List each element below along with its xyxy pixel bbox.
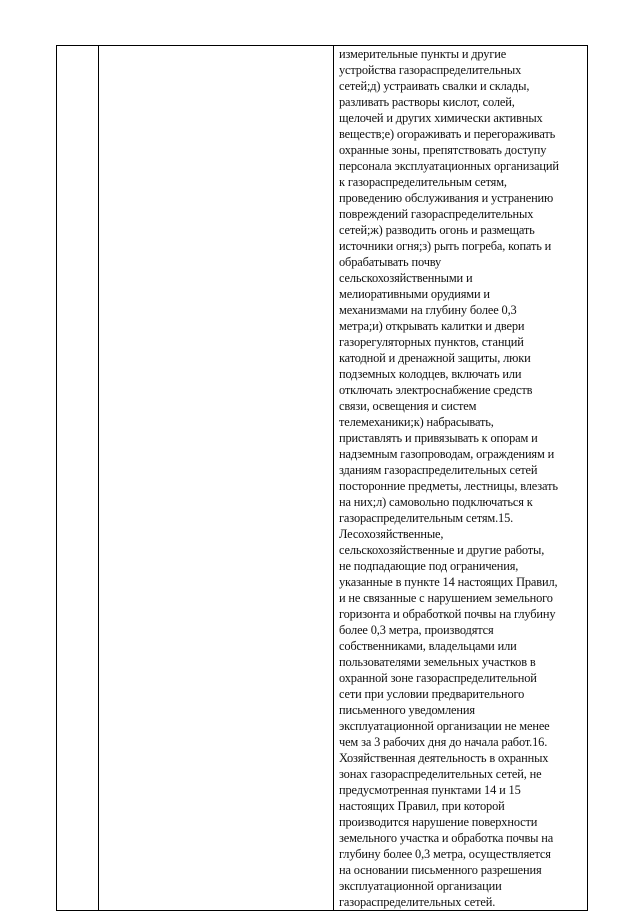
text-line: Лесохозяйственные, xyxy=(339,527,444,541)
text-line: телемеханики;к) набрасывать, xyxy=(339,415,494,429)
text-line: сельскохозяйственные и другие работы, xyxy=(339,543,545,557)
text-line: газорегуляторных пунктов, станций xyxy=(339,335,524,349)
text-line: предусмотренная пунктами 14 и 15 xyxy=(339,783,521,797)
text-line: устройства газораспределительных xyxy=(339,63,522,77)
text-line: охранной зоне газораспределительной xyxy=(339,671,537,685)
text-line: мелиоративными орудиями и xyxy=(339,287,490,301)
text-line: источники огня;з) рыть погреба, копать и xyxy=(339,239,552,253)
text-line: чем за 3 рабочих дня до начала работ.16. xyxy=(339,735,548,749)
text-line: обрабатывать почву xyxy=(339,255,442,269)
row-text-cell xyxy=(334,46,588,911)
text-line: надземным газопроводам, ограждениям и xyxy=(339,447,555,461)
text-line: производится нарушение поверхности xyxy=(339,815,538,829)
table-row xyxy=(57,46,588,911)
text-line: сети при условии предварительного xyxy=(339,687,525,701)
text-line: глубину более 0,3 метра, осуществляется xyxy=(339,847,551,861)
text-line: механизмами на глубину более 0,3 xyxy=(339,303,517,317)
row-name-cell xyxy=(99,46,334,911)
text-line: на них;л) самовольно подключаться к xyxy=(339,495,533,509)
text-line: персонала эксплуатационных организаций xyxy=(339,159,559,173)
text-line: к газораспределительным сетям, xyxy=(339,175,507,189)
text-line: горизонта и обработкой почвы на глубину xyxy=(339,607,556,621)
text-line: проведению обслуживания и устранению xyxy=(339,191,554,205)
text-line: газораспределительных сетей. xyxy=(339,895,496,909)
text-line: щелочей и других химически активных xyxy=(339,111,543,125)
text-line: земельного участка и обработка почвы на xyxy=(339,831,554,845)
text-line: сетей;д) устраивать свалки и склады, xyxy=(339,79,530,93)
text-line: собственниками, владельцами или xyxy=(339,639,517,653)
text-line: сетей;ж) разводить огонь и размещать xyxy=(339,223,535,237)
row-text xyxy=(334,46,587,910)
text-line: отключать электроснабжение средств xyxy=(339,383,533,397)
text-line: газораспределительным сетям.15. xyxy=(339,511,514,525)
text-line: подземных колодцев, включать или xyxy=(339,367,522,381)
text-line: посторонние предметы, лестницы, влезать xyxy=(339,479,558,493)
text-line: охранные зоны, препятствовать доступу xyxy=(339,143,547,157)
text-line: Хозяйственная деятельность в охранных xyxy=(339,751,549,765)
text-line: повреждений газораспределительных xyxy=(339,207,534,221)
text-line: измерительные пункты и другие xyxy=(339,47,507,61)
text-line: сельскохозяйственными и xyxy=(339,271,473,285)
text-line: зонах газораспределительных сетей, не xyxy=(339,767,542,781)
document-table xyxy=(56,45,588,911)
text-line: эксплуатационной организации не менее xyxy=(339,719,550,733)
text-line: письменного уведомления xyxy=(339,703,475,717)
text-line: катодной и дренажной защиты, люки xyxy=(339,351,531,365)
row-number-cell xyxy=(57,46,99,911)
text-line: зданиям газораспределительных сетей xyxy=(339,463,538,477)
text-line: разливать растворы кислот, солей, xyxy=(339,95,515,109)
text-line: более 0,3 метра, производятся xyxy=(339,623,494,637)
text-line: эксплуатационной организации xyxy=(339,879,502,893)
text-line: веществ;е) огораживать и перегораживать xyxy=(339,127,556,141)
text-line: указанные в пункте 14 настоящих Правил, xyxy=(339,575,558,589)
text-line: связи, освещения и систем xyxy=(339,399,477,413)
text-line: не подпадающие под ограничения, xyxy=(339,559,519,573)
text-line: пользователями земельных участков в xyxy=(339,655,536,669)
text-line: приставлять и привязывать к опорам и xyxy=(339,431,538,445)
text-line: и не связанные с нарушением земельного xyxy=(339,591,553,605)
text-line: метра;и) открывать калитки и двери xyxy=(339,319,525,333)
text-line: настоящих Правил, при которой xyxy=(339,799,505,813)
text-line: на основании письменного разрешения xyxy=(339,863,542,877)
